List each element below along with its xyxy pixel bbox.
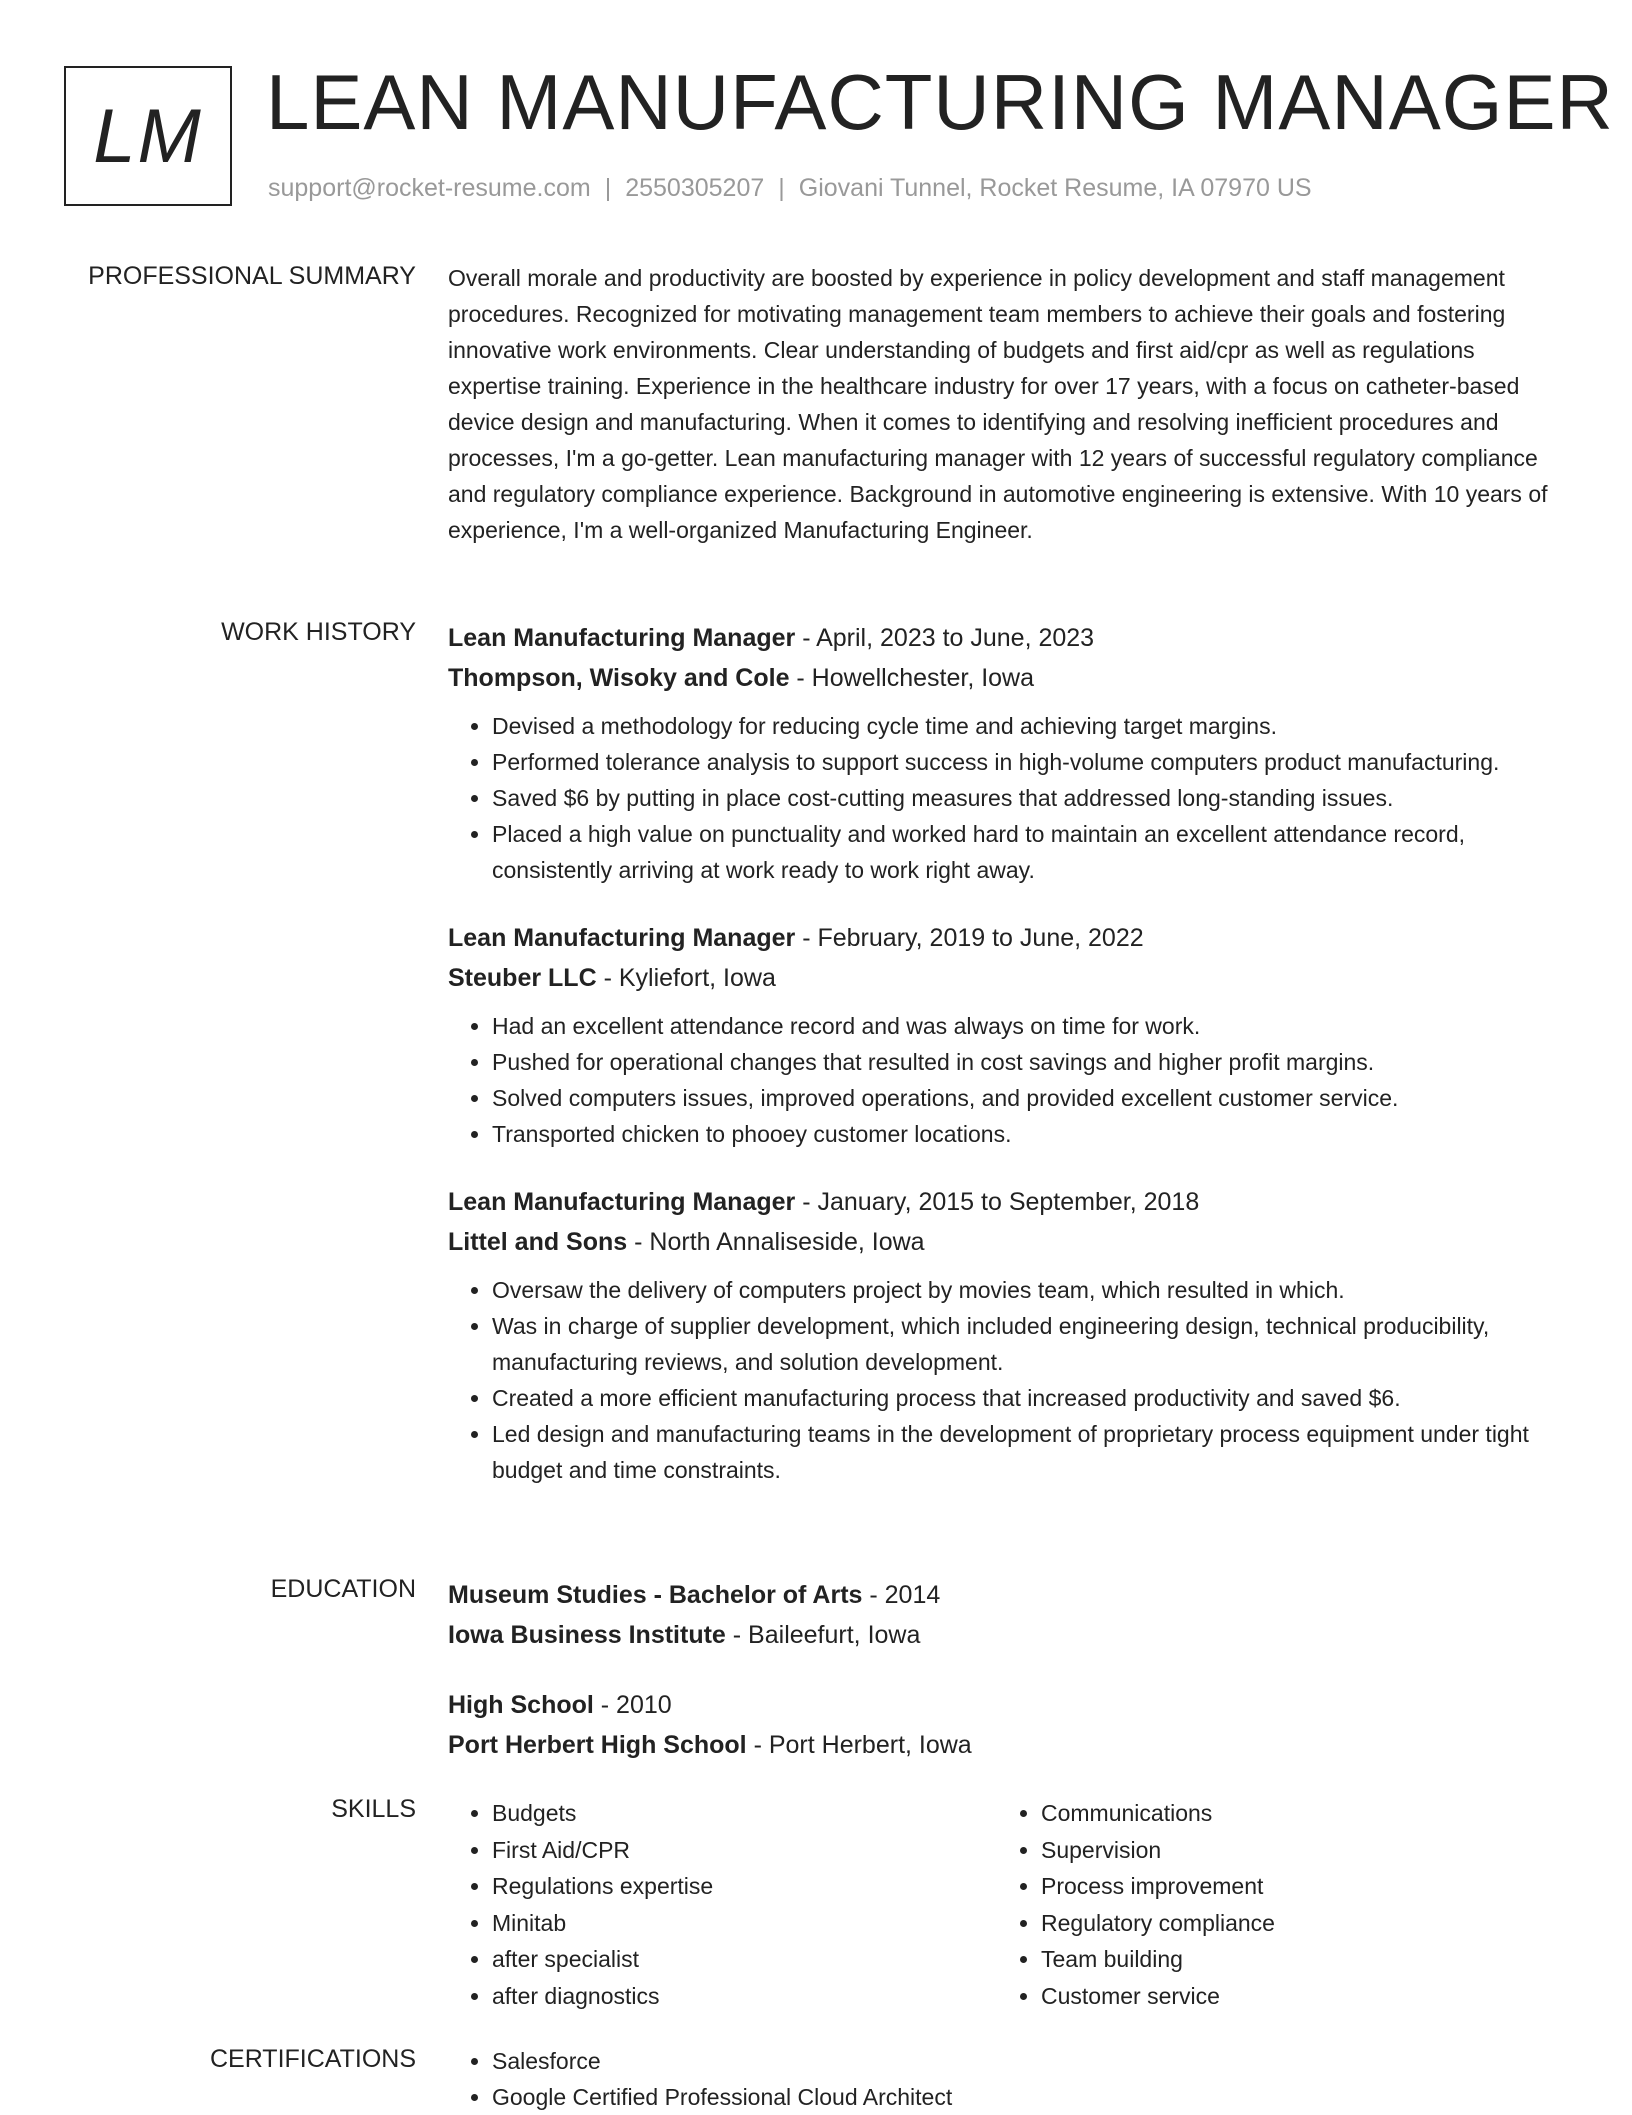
skills-column-left	[448, 1795, 997, 2014]
work-history-list	[448, 618, 1568, 1518]
skill-item: • Process improvement	[1041, 1868, 1546, 1905]
job-bullet: • Pushed for operational changes that resulted in cost savings and higher profit margins.	[492, 1044, 1568, 1080]
job-title: Lean Manufacturing Manager	[448, 1188, 796, 1216]
job-company-line	[448, 658, 1568, 698]
job-location: - Kyliefort, Iowa	[596, 964, 776, 992]
contact-separator: |	[604, 174, 612, 202]
job-company: Steuber LLC	[448, 964, 597, 992]
education-school-line	[448, 1615, 1568, 1655]
contact-line	[268, 174, 1312, 203]
job-bullet: • Saved $6 by putting in place cost-cutting measures that addressed long-standing issues.	[492, 780, 1568, 816]
education-entry	[448, 1685, 1568, 1765]
job-company-line	[448, 958, 1568, 998]
education-location: - Port Herbert, Iowa	[746, 1731, 972, 1759]
job-title: Lean Manufacturing Manager	[448, 624, 796, 652]
job-bullet: • Solved computers issues, improved operations, and provided excellent customer service.	[492, 1080, 1568, 1116]
job-title-line	[448, 618, 1568, 658]
education-school-line	[448, 1725, 1568, 1765]
certifications-body	[448, 2045, 1568, 2115]
education-year: - 2014	[862, 1581, 941, 1609]
summary-text: Overall morale and productivity are boosted by experience in policy development and staff management procedures. Recognized for motivating management team members to achieve their goals and fostering innovative work environments. Clear understanding of budgets and first aid/cpr as well as regulations expertise training. Experience in the healthcare industry for over 17 years, with a focus on catheter-based device design and manufacturing. When it comes to identifying and resolving inefficient procedures and processes, I'm a go-getter. Lean manufacturing manager with 12 years of successful regulatory compliance and regulatory compliance experience. Background in automotive engineering is extensive. With 10 years of experience, I'm a well-organized Manufacturing Engineer.	[448, 265, 1548, 543]
job-company: Littel and Sons	[448, 1228, 628, 1256]
skill-item: • after specialist	[492, 1941, 997, 1978]
skill-item: • Minitab	[492, 1905, 997, 1942]
skill-item: • Regulatory compliance	[1041, 1905, 1546, 1942]
contact-address: Giovani Tunnel, Rocket Resume, IA 07970 US	[798, 174, 1312, 202]
education-degree-line	[448, 1575, 1568, 1615]
job-bullet: • Transported chicken to phooey customer locations.	[492, 1116, 1568, 1152]
job-dates: - February, 2019 to June, 2022	[795, 924, 1144, 952]
job-bullets	[448, 1008, 1568, 1152]
certification-item: • Google Certified Professional Cloud Architect	[492, 2079, 1568, 2115]
job-entry	[448, 1182, 1568, 1488]
skills-heading: SKILLS	[331, 1795, 416, 1823]
skill-item: • Customer service	[1041, 1978, 1546, 2015]
job-title-line	[448, 1182, 1568, 1222]
job-bullets	[448, 1272, 1568, 1488]
job-location: - North Annaliseside, Iowa	[627, 1228, 925, 1256]
education-school: Iowa Business Institute	[448, 1621, 726, 1649]
certification-item: • Salesforce	[492, 2043, 1568, 2079]
job-location: - Howellchester, Iowa	[789, 664, 1035, 692]
job-bullet: • Had an excellent attendance record and was always on time for work.	[492, 1008, 1568, 1044]
skill-item: • after diagnostics	[492, 1978, 997, 2015]
skill-item: • Budgets	[492, 1795, 997, 1832]
certifications-heading: CERTIFICATIONS	[209, 2045, 416, 2073]
certifications-list	[448, 2043, 1568, 2115]
education-location: - Baileefurt, Iowa	[725, 1621, 921, 1649]
job-bullet: • Devised a methodology for reducing cycle time and achieving target margins.	[492, 708, 1568, 744]
work-history-heading: WORK HISTORY	[221, 618, 416, 646]
education-entry	[448, 1575, 1568, 1655]
job-title-line	[448, 918, 1568, 958]
job-entry	[448, 618, 1568, 888]
job-bullet: • Performed tolerance analysis to support success in high-volume computers product manufacturing.	[492, 744, 1568, 780]
skill-item: • Supervision	[1041, 1832, 1546, 1869]
contact-separator: |	[778, 174, 785, 202]
resume-title: LEAN MANUFACTURING MANAGER	[266, 58, 1614, 146]
job-bullet: • Placed a high value on punctuality and worked hard to maintain an excellent attendance record, consistently arriving at work ready to work right away.	[492, 816, 1568, 888]
skill-item: • Communications	[1041, 1795, 1546, 1832]
monogram-initials: LM	[64, 66, 232, 206]
job-bullet: • Was in charge of supplier development, which included engineering design, technical producibility, manufacturing reviews, and solution development.	[492, 1308, 1568, 1380]
education-degree: High School	[448, 1691, 594, 1719]
job-title: Lean Manufacturing Manager	[448, 924, 796, 952]
skill-item: • Team building	[1041, 1941, 1546, 1978]
skill-item: • First Aid/CPR	[492, 1832, 997, 1869]
job-bullet: • Oversaw the delivery of computers project by movies team, which resulted in which.	[492, 1272, 1568, 1308]
job-company-line	[448, 1222, 1568, 1262]
contact-phone: 2550305207	[625, 174, 765, 202]
education-degree: Museum Studies - Bachelor of Arts	[448, 1581, 863, 1609]
job-dates: - January, 2015 to September, 2018	[795, 1188, 1200, 1216]
education-list	[448, 1575, 1568, 1795]
job-bullets	[448, 708, 1568, 888]
job-bullet: • Created a more efficient manufacturing process that increased productivity and saved $6.	[492, 1380, 1568, 1416]
education-school: Port Herbert High School	[448, 1731, 747, 1759]
education-heading: EDUCATION	[270, 1575, 416, 1603]
job-entry	[448, 918, 1568, 1152]
summary-heading: PROFESSIONAL SUMMARY	[88, 262, 416, 290]
skills-column-right	[997, 1795, 1546, 2014]
education-year: - 2010	[593, 1691, 672, 1719]
job-company: Thompson, Wisoky and Cole	[448, 664, 790, 692]
contact-email: support@rocket-resume.com	[268, 174, 591, 202]
job-bullet: • Led design and manufacturing teams in the development of proprietary process equipment under tight budget and time constraints.	[492, 1416, 1568, 1488]
education-degree-line	[448, 1685, 1568, 1725]
skills-grid	[448, 1795, 1568, 2014]
job-dates: - April, 2023 to June, 2023	[795, 624, 1095, 652]
skill-item: • Regulations expertise	[492, 1868, 997, 1905]
